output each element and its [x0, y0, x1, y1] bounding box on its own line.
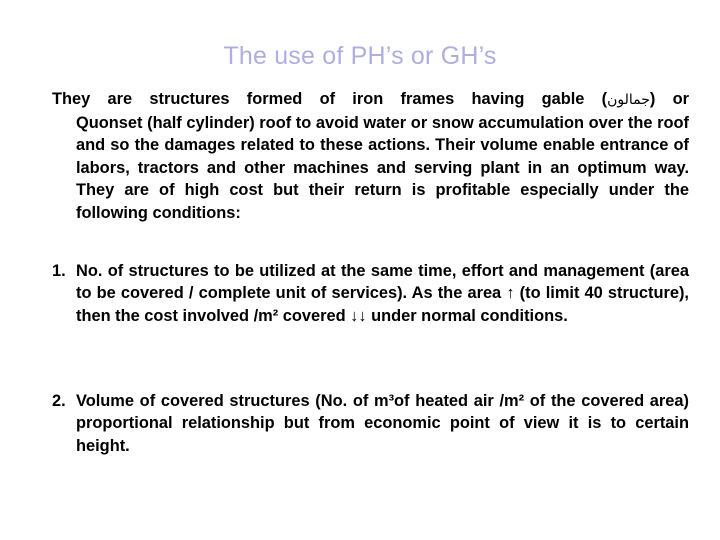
- arabic-word: جمالون: [607, 92, 650, 108]
- list-item-1: [52, 260, 689, 327]
- intro-line1-end: ) or: [649, 90, 689, 108]
- list-number: 1.: [52, 262, 66, 280]
- list-item-text: No. of structures to be utilized at the same time, effort and management (area to be covered / complete unit of services). As the area ↑ (to limit 40 structure), then the cost involved /m² covered ↓↓ under normal conditions.: [76, 262, 689, 325]
- list-item-2: [52, 390, 689, 457]
- list-number: 2.: [52, 392, 66, 410]
- slide-title: The use of PH’s or GH’s: [223, 42, 497, 70]
- intro-line1-text: They are structures formed of iron frames having gable (: [52, 90, 608, 108]
- intro-rest-text: Quonset (half cylinder) roof to avoid water or snow accumulation over the roof and so the damages related to these actions. Their volume enable entrance of labors, tractors and other machines and serving plant in an optimum way. They are of high cost but their return is profitable especially under the following conditions:: [76, 113, 689, 222]
- intro-first-line: [52, 88, 689, 112]
- intro-paragraph: [52, 88, 689, 224]
- list-item-text: Volume of covered structures (No. of m³of heated air /m² of the covered area) proportional relationship but from economic point of view it is to certain height.: [76, 392, 689, 455]
